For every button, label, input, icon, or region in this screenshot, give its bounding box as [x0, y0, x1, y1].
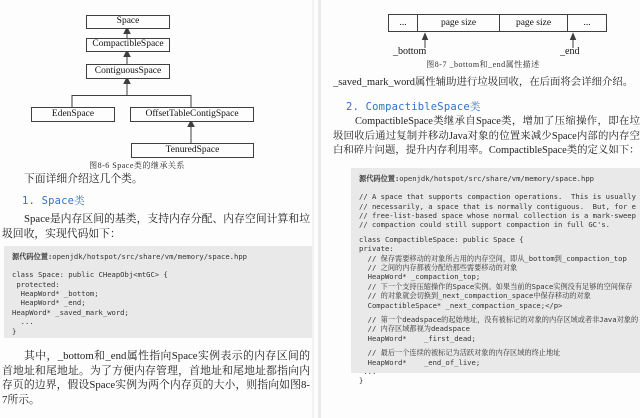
code-block-compactiblespace-class	[351, 168, 640, 386]
section-heading-space: 1. Space类	[22, 195, 85, 207]
code-line: HeapWord* _first_dead;	[359, 333, 476, 343]
code-line: // 之间的内存都被分配给那些需要移动的对象	[359, 263, 518, 273]
code-line: // 第一个deadspace的起始地址，没有被标记的对象的内存区域或者非Java对象的	[359, 314, 639, 324]
code-line: class Space: public CHeapObj<mtGC> {	[12, 270, 168, 280]
memory-cell-page-size-2: page size	[500, 14, 568, 32]
section-heading-compactiblespace: 2. CompactibleSpace类	[346, 101, 481, 113]
class-node-offsettablecontigspace: OffsetTableContigSpace	[130, 107, 254, 122]
code-line: ...	[359, 366, 377, 376]
memory-cell-page-size-1: page size	[418, 14, 500, 32]
code-line: HeapWord* _bottom;	[12, 289, 99, 299]
code-line: ...	[12, 317, 34, 327]
compactiblespace-description-paragraph: CompactibleSpace类继承自Space类，增加了压缩操作，即在垃圾回收后通过复制并移动Java对象的位置来减少Space内部的内存空白和碎片问题，提升内存利用率。CompactibleSpace类的定义如下：	[333, 116, 640, 157]
space-description-paragraph: Space是内存区间的基类，支持内存分配、内存空间计算和垃圾回收，实现代码如下：	[2, 213, 310, 240]
code-line: // 内存区域都视为deadspace	[359, 324, 470, 334]
figure-8-7-caption: 图8-7 _bottom和_end属性描述	[426, 60, 540, 69]
end-pointer-label: _end	[560, 46, 580, 57]
source-path-line	[359, 174, 640, 183]
code-line: // 保存需要移动的对象所占用的内存空间，即从_bottom到_compaction_top	[359, 253, 627, 263]
figure-8-6-class-hierarchy	[2, 0, 312, 173]
column-divider	[312, 0, 314, 418]
source-path-label: 源代码位置:	[12, 252, 53, 261]
code-line: }	[359, 376, 364, 386]
code-line: HeapWord* _end;	[12, 298, 86, 308]
class-node-tenuredspace: TenuredSpace	[131, 143, 254, 158]
saved-mark-word-paragraph: _saved_mark_word属性辅助进行垃圾回收，在后面将会详细介绍。	[333, 77, 634, 88]
figure-8-6-caption: 图8-6 Space类的继承关系	[89, 161, 185, 170]
memory-cell-ellipsis-right: ...	[568, 14, 607, 32]
code-line: // 的对象就会切换到_next_compaction_space中保存移动的对象	[359, 291, 591, 301]
code-line: HeapWord* _compaction_top;	[359, 272, 481, 282]
column-divider-shadow	[318, 0, 321, 418]
source-path-value: openjdk/hotspot/src/share/vm/memory/space.hpp	[399, 174, 594, 183]
figure-8-7-memory-pages	[333, 0, 640, 72]
bottom-pointer-label: _bottom	[393, 46, 427, 57]
right-column	[333, 0, 640, 418]
code-line: protected:	[12, 279, 60, 289]
bottom-end-paragraph: 其中，_bottom和_end属性指向Space实例表示的内存区间的首地址和尾地址。为了方便内存管理，首地址和尾地址都指向内存页的边界，假设Space实例为两个内存页的大小，则指向如图8-7所示。	[2, 350, 310, 406]
code-line: CompactibleSpace* _next_compaction_space;</p>	[359, 300, 563, 310]
code-line: // 下一个支持压缩操作的Space实例。如果当前的Space实例没有足够的空间保存	[359, 281, 633, 291]
code-line: HeapWord* _saved_mark_word;	[12, 307, 129, 317]
code-line: // free-list-based space whose normal collection is a mark-sweep	[359, 211, 636, 221]
code-line: }	[12, 326, 17, 336]
intro-paragraph: 下面详细介绍这几个类。	[24, 173, 143, 185]
source-path-value: openjdk/hotspot/src/share/vm/memory/space.hpp	[52, 252, 247, 261]
class-node-compactiblespace: CompactibleSpace	[86, 38, 170, 52]
code-line: HeapWord* _end_of_live;	[359, 357, 481, 367]
code-line: // compaction could still support compaction in full GC's.	[359, 220, 610, 230]
code-line: class CompactibleSpace: public Space {	[359, 234, 524, 244]
code-line: // A space that supports compaction operations. This is usually	[359, 192, 636, 202]
class-node-contiguousspace: ContiguousSpace	[86, 64, 170, 79]
source-path-label: 源代码位置:	[359, 174, 400, 183]
source-path-line	[12, 252, 304, 261]
code-line: private:	[359, 244, 394, 254]
memory-cell-ellipsis-left: ...	[388, 14, 418, 32]
class-node-space: Space	[86, 15, 170, 29]
code-line: // necessarily, a space that is normally contiguous. But, for e	[359, 201, 636, 211]
left-column	[2, 0, 312, 418]
code-block-space-class	[4, 246, 312, 338]
class-node-edenspace: EdenSpace	[31, 107, 115, 122]
code-line: // 最后一个连续的被标记为活跃对象的内存区域的终止地址	[359, 348, 561, 358]
